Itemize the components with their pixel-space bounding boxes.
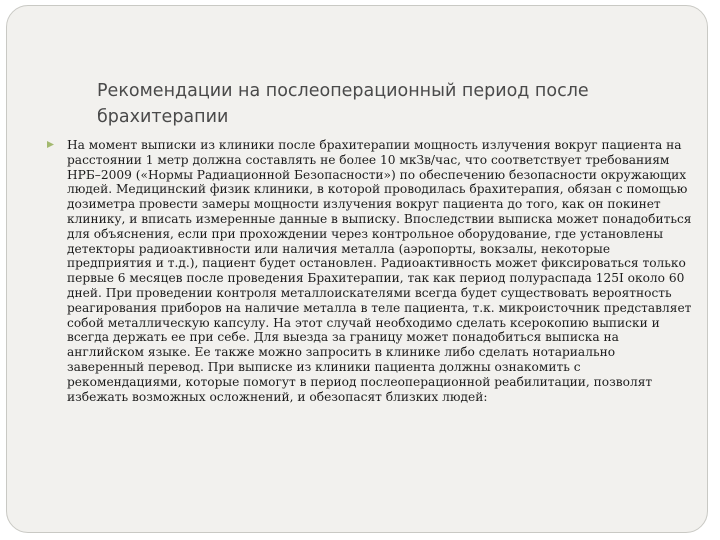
slide-title: Рекомендации на послеоперационный период после брахитерапии xyxy=(97,81,589,127)
bullet-text: На момент выписки из клиники после брахитерапии мощность излучения вокруг пациента на расстоянии 1 метр должна составлять не более 10 мкЗв/час, что соответствует требованиям НРБ–2009 («Нормы Радиационной Безопасности») по обеспечению безопасности окружающих людей. Медицинский физик клиники, в которой проводилась брахитерапия, обязан с помощью дозиметра провести замеры мощности излучения вокруг пациента до того, как он покинет клинику, и вписать измеренные данные в выписку. Впоследствии выписка может понадобиться для объяснения, если при прохождении через контрольное оборудование, где установлены детекторы радиоактивности или наличия металла (аэропорты, вокзалы, некоторые предприятия и т.д.), пациент будет остановлен. Радиоактивность может фиксироваться только первые 6 месяцев после проведения Брахитерапии, так как период полураспада 125I около 60 дней. При проведении контроля металлоискателями всегда будет существовать вероятность реагирования приборов на наличие металла в теле пациента, т.к. микроисточник представляет собой металлическую капсулу. На этот случай необходимо сделать ксерокопию выписки и всегда держать ее при себе. Для выезда за границу может понадобиться выписка на английском языке. Ее также можно запросить в клинике либо сделать нотариально заверенный перевод. При выписке из клиники пациента должны ознакомить с рекомендациями, которые помогут в период послеоперационной реабилитации, позволят избежать возможных осложнений, и обезопасят близких людей: xyxy=(67,138,692,404)
